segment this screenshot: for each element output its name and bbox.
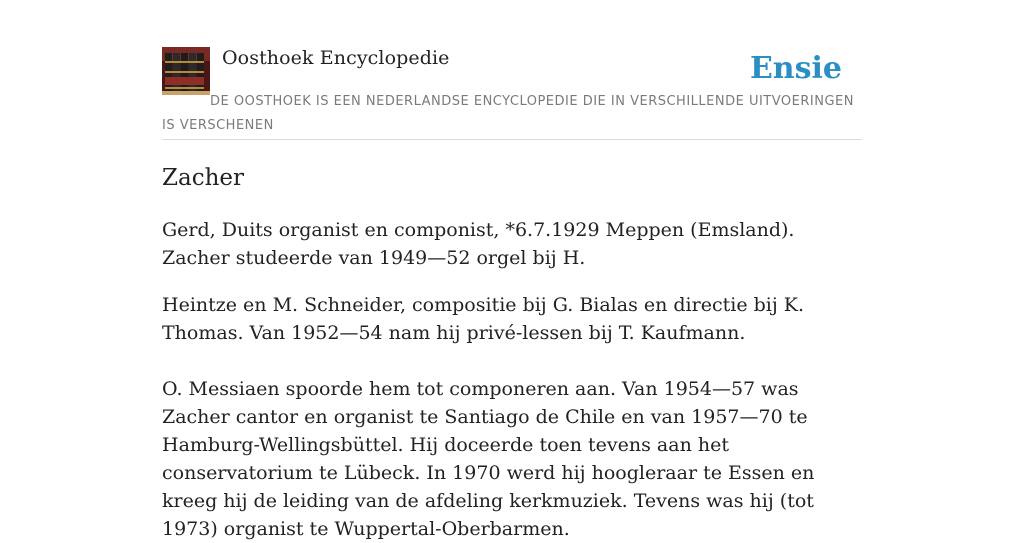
site-title[interactable]: Oosthoek Encyclopedie (222, 47, 450, 69)
brand-logo[interactable]: Ensie (749, 51, 842, 86)
site-tagline: DE OOSTHOEK IS EEN NEDERLANDSE ENCYCLOPEDIE DIE IN VERSCHILLENDE UITVOERINGEN IS VERSCHENEN (162, 94, 854, 133)
avatar[interactable] (162, 47, 210, 95)
article-paragraph-1: Gerd, Duits organist en componist, *6.7.1929 Meppen (Emsland). Zacher studeerde van 1949—52 orgel bij H. (162, 219, 795, 269)
article-paragraph-2: Heintze en M. Schneider, compositie bij G. Bialas en directie bij K. Thomas. Van 1952—54 nam hij privé-lessen bij T. Kaufmann. (162, 294, 805, 344)
header-divider (162, 139, 862, 140)
page-container (162, 0, 862, 540)
book-spines-icon (162, 47, 210, 95)
article-paragraph-3: O. Messiaen spoorde hem tot componeren aan. Van 1954—57 was Zacher cantor en organist te Santiago de Chile en van 1957—70 te Hamburg-Wellingsbüttel. Hij doceerde toen tevens aan het conservatorium te Lübeck. In 1970 werd hij hoogleraar te Essen en kreeg hij de leiding van de afdeling kerkmuziek. Tevens was hij (tot 1973) organist te Wuppertal-Oberbarmen. (162, 378, 815, 540)
page-title: Zacher (162, 165, 244, 191)
